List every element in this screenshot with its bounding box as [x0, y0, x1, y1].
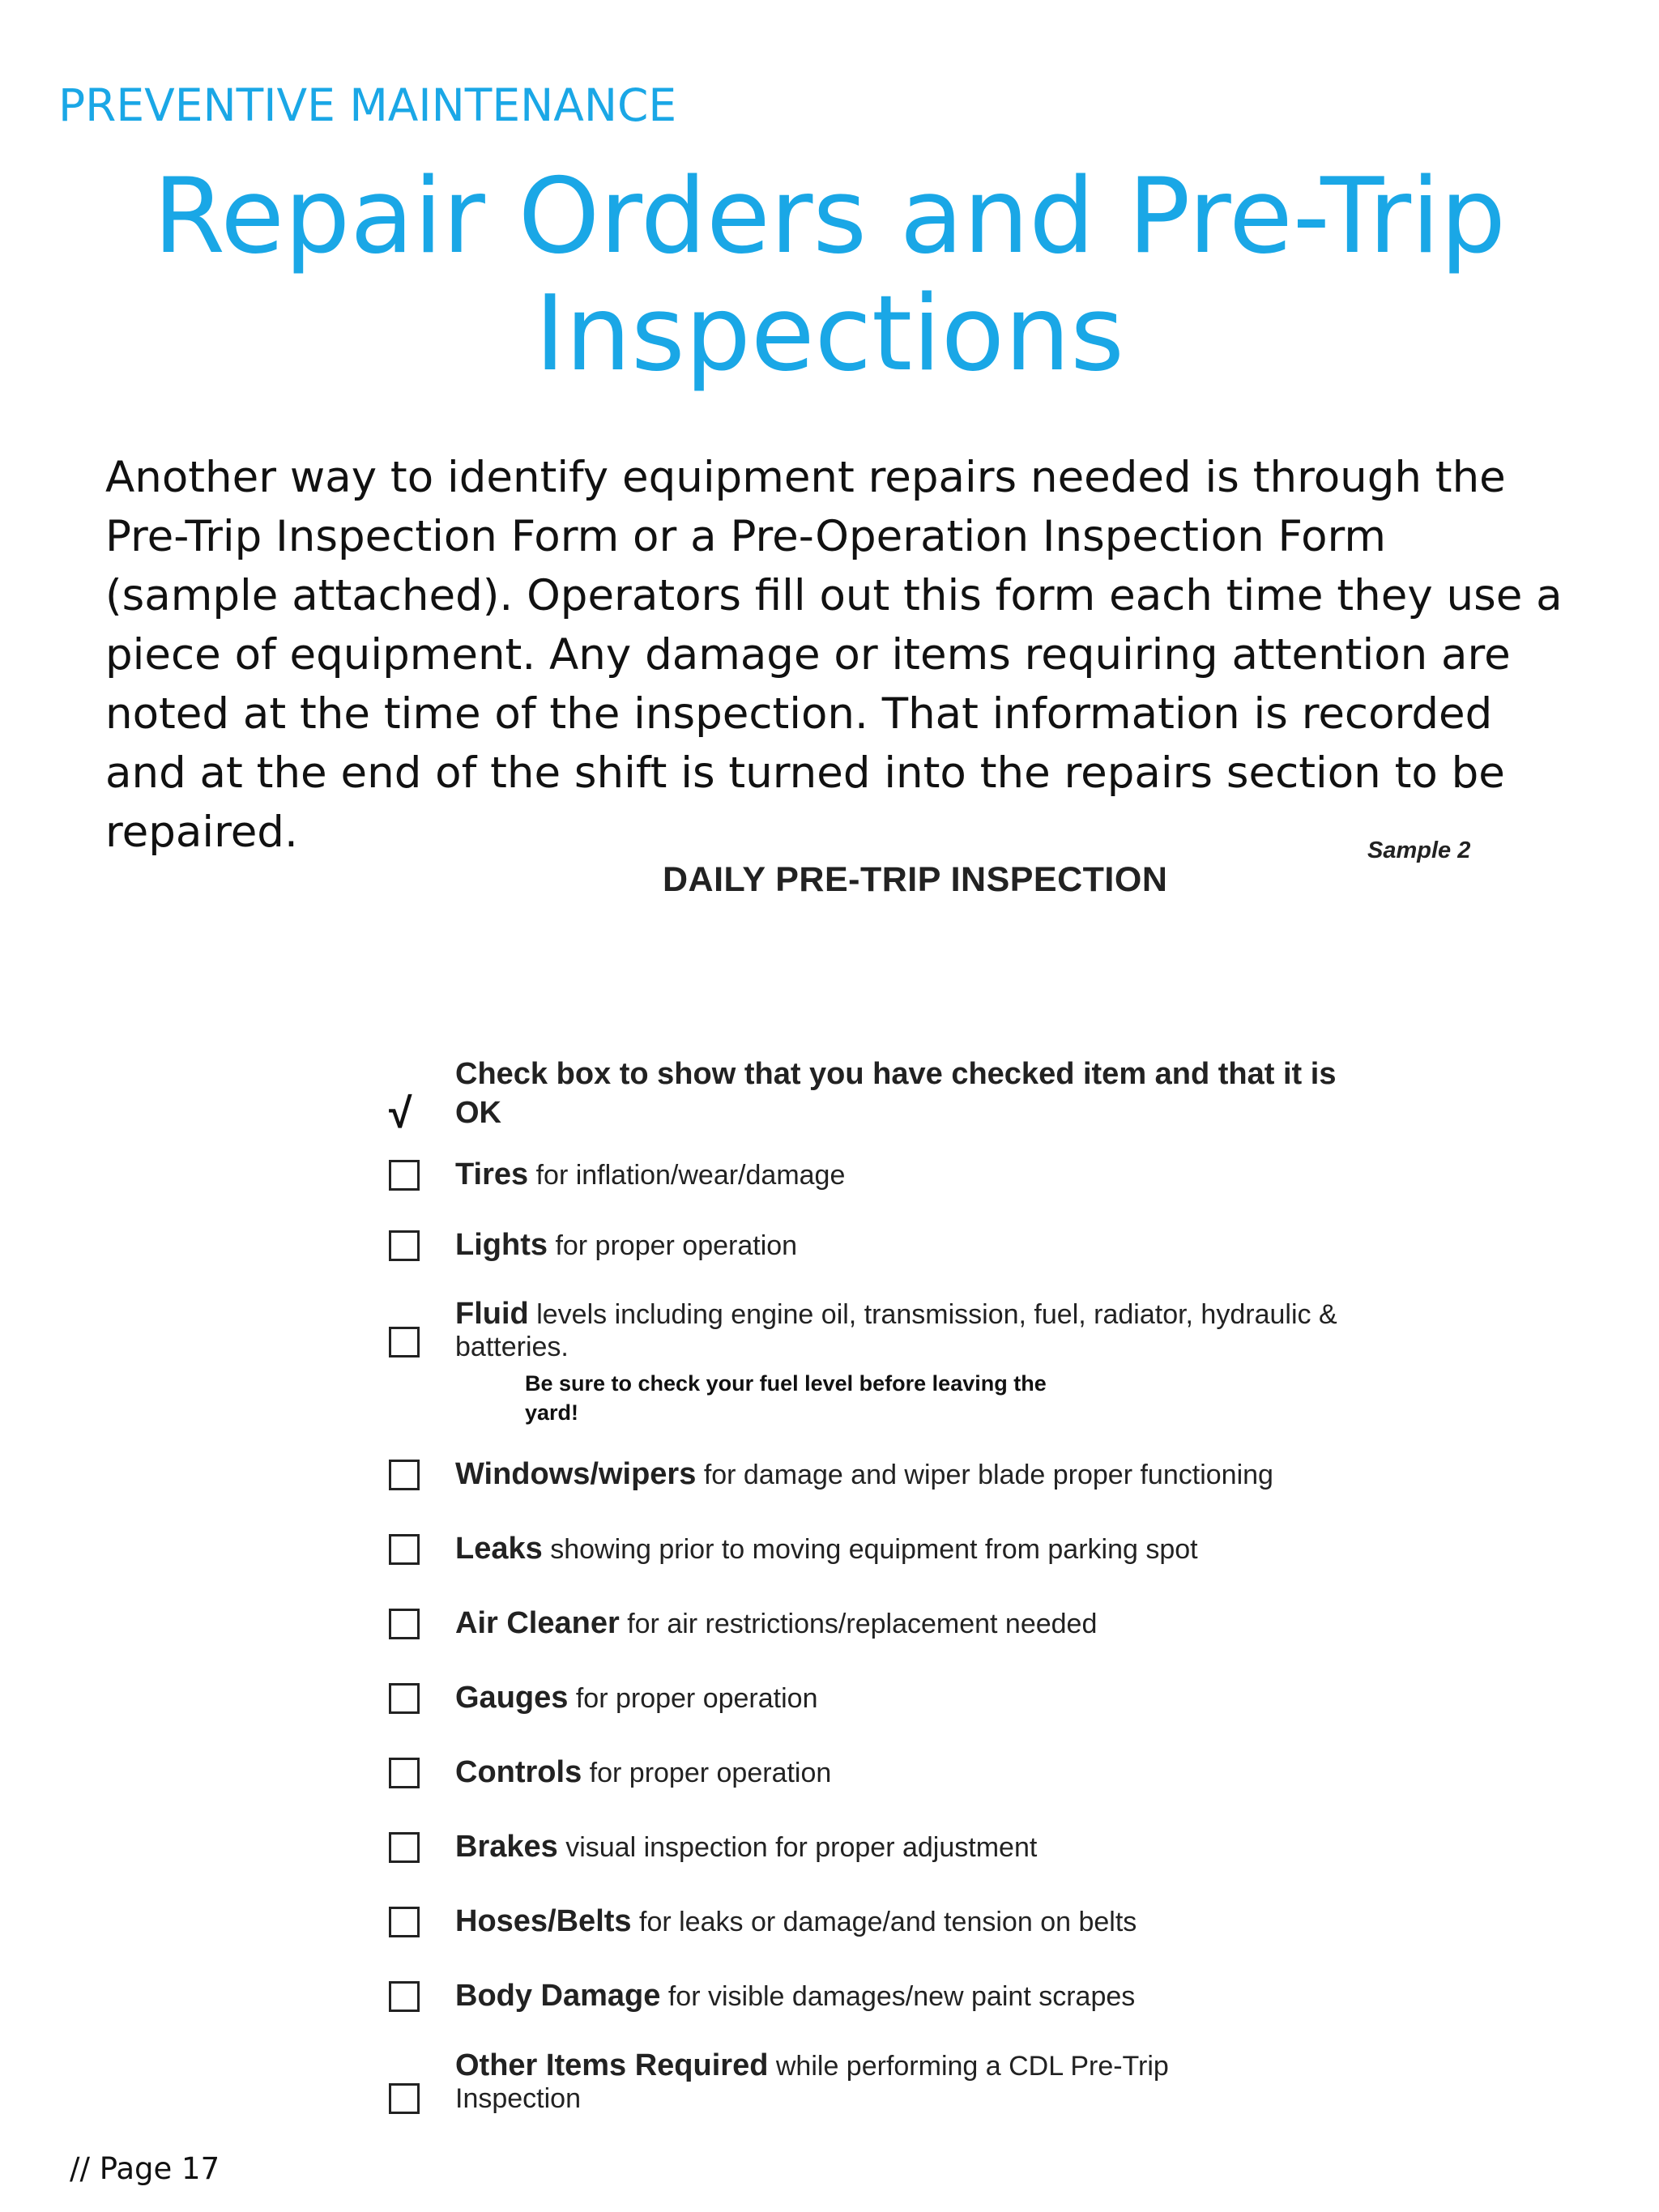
- checklist-item-text: [455, 1831, 1379, 1864]
- item-desc: for visible damages/new paint scrapes: [667, 1981, 1136, 2012]
- item-label: Controls: [455, 1755, 582, 1789]
- item-desc: for air restrictions/replacement needed: [627, 1609, 1098, 1639]
- intro-paragraph: Another way to identify equipment repairs needed is through the Pre-Trip Inspection Form or a Pre-Operation Inspection Form (sample attached). Operators fill out this form each time they use a piece of equipment. Any damage or items requiring attention are noted at the time of the inspection. That information is recorded and at the end of the shift is turned into the repairs section to be repaired.: [105, 453, 1563, 857]
- checklist-item-text: [455, 1298, 1379, 1363]
- checkbox[interactable]: [389, 1160, 420, 1191]
- checkbox[interactable]: [389, 2083, 420, 2114]
- checklist-item-text: [455, 1756, 1379, 1789]
- page-number: // Page 17: [70, 2151, 220, 2186]
- section-label: PREVENTIVE MAINTENANCE: [58, 79, 677, 131]
- item-label: Brakes: [455, 1830, 558, 1864]
- item-label: Windows/wipers: [455, 1457, 697, 1491]
- checklist-item-text: [455, 1905, 1379, 1938]
- item-label: Air Cleaner: [455, 1606, 620, 1640]
- item-desc: showing prior to moving equipment from parking spot: [550, 1534, 1198, 1565]
- checkbox[interactable]: [389, 1534, 420, 1565]
- checkmark-icon: √: [389, 1090, 412, 1137]
- checklist-item-text: [455, 1158, 1379, 1191]
- item-label: Fluid: [455, 1297, 529, 1331]
- checklist-item-text: [455, 1980, 1379, 2013]
- page-title-line-1: Repair Orders and Pre-Trip: [153, 156, 1506, 277]
- item-desc: for proper operation: [555, 1230, 798, 1261]
- item-desc: for proper operation: [575, 1683, 818, 1714]
- item-label: Other Items Required: [455, 2048, 769, 2082]
- checklist-item-text: [455, 1458, 1379, 1491]
- inspection-form-image: [356, 818, 1507, 2138]
- item-desc: levels including engine oil, transmission, fuel, radiator, hydraulic & batteries.: [455, 1299, 1337, 1362]
- checkbox[interactable]: [389, 1683, 420, 1714]
- checkbox[interactable]: [389, 1230, 420, 1261]
- checkbox[interactable]: [389, 1327, 420, 1357]
- item-label: Body Damage: [455, 1979, 661, 2013]
- checkbox[interactable]: [389, 1981, 420, 2012]
- checklist-item-text: [455, 1607, 1379, 1640]
- checkbox[interactable]: [389, 1907, 420, 1937]
- sample-tag: Sample 2: [1367, 837, 1471, 863]
- item-desc: for proper operation: [589, 1758, 832, 1788]
- item-label: Hoses/Belts: [455, 1904, 632, 1938]
- item-desc: visual inspection for proper adjustment: [565, 1832, 1038, 1863]
- page-title-line-2: Inspections: [535, 274, 1124, 394]
- checklist-item-text: [455, 1681, 1379, 1715]
- item-desc: for damage and wiper blade proper functioning: [703, 1460, 1273, 1490]
- form-title: DAILY PRE-TRIP INSPECTION: [663, 860, 1168, 899]
- checklist-item-text: [455, 1229, 1379, 1262]
- item-label: Tires: [455, 1157, 529, 1191]
- checkbox[interactable]: [389, 1460, 420, 1490]
- item-label: Lights: [455, 1228, 548, 1262]
- item-label: Gauges: [455, 1681, 569, 1715]
- checkbox[interactable]: [389, 1832, 420, 1863]
- item-desc: for inflation/wear/damage: [535, 1160, 846, 1191]
- checkbox[interactable]: [389, 1758, 420, 1788]
- form-instruction: Check box to show that you have checked item and that it is OK: [455, 1057, 1337, 1130]
- fuel-level-note: Be sure to check your fuel level before leaving the yard!: [525, 1371, 1047, 1425]
- item-desc: for leaks or damage/and tension on belts: [639, 1907, 1137, 1937]
- item-label: Leaks: [455, 1532, 543, 1566]
- checkbox[interactable]: [389, 1609, 420, 1639]
- checklist-item-text: [455, 1532, 1379, 1566]
- item-desc: while performing a CDL Pre-Trip Inspection: [455, 2051, 1169, 2114]
- page-title: [0, 158, 1659, 393]
- checklist-item-text: [455, 2049, 1265, 2115]
